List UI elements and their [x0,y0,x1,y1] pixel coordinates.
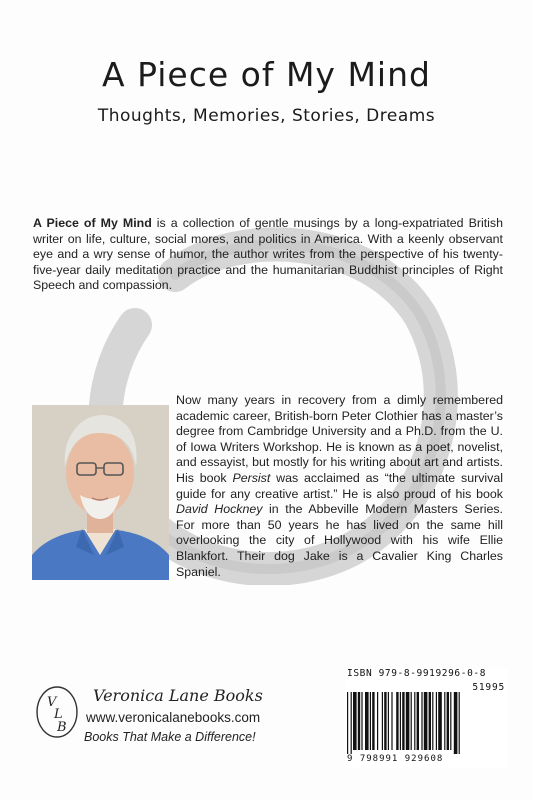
barcode-bar [432,692,433,750]
publisher-name: Veronica Lane Books [93,686,263,705]
book-blurb [33,216,503,294]
barcode-bar [429,692,431,750]
barcode-number: 9 798991 929608 [347,754,444,764]
barcode-bar [450,692,451,750]
barcode-bar [377,692,378,750]
barcode-bar [402,692,404,750]
bio-book-hockney: David Hockney [176,502,263,517]
barcode-bar [361,692,362,750]
publisher-block [34,680,304,770]
barcode-bar [372,692,374,750]
barcode-bars [345,692,507,754]
barcode-bar [444,692,445,750]
author-bio [176,393,503,580]
svg-text:L: L [54,707,63,722]
barcode-bar [424,692,428,750]
book-subtitle: Thoughts, Memories, Stories, Dreams [97,106,436,126]
barcode-bar [417,692,419,750]
barcode-bar [391,692,392,750]
barcode-bar [447,692,449,750]
barcode-bar [411,692,412,750]
isbn-label: ISBN 979-8-9919296-0-8 [347,668,487,679]
barcode-bar [454,692,458,754]
barcode-bar [459,692,460,754]
blurb-title: A Piece of My Mind [33,216,152,230]
vlb-logo-icon [34,684,80,740]
barcode-bar [382,692,383,750]
isbn-barcode [345,668,507,768]
barcode-bar [353,692,357,750]
bio-text-1: Now many years in recovery from a dimly remembered academic career, British-born Peter Clothier has a master’s degree from Cambridge University and a Ph.D. from the U. of Iowa Writers Workshop. He is known as a poet, novelist, and essayist, but mostly for his writing about art and artists. His book [176,393,503,485]
barcode-bar [421,692,422,750]
author-photo [32,405,169,580]
book-title: A Piece of My Mind [102,55,431,94]
barcode-bar [384,692,386,750]
price-code: 51995 [472,682,505,693]
publisher-tagline: Books That Make a Difference! [84,730,256,744]
blurb-text: is a collection of gentle musings by a long-expatriated British writer on life, culture, social mores, and politics in America. With a keenly observant eye and a wry sense of humor, the author writes from the perspective of his twenty-five-year daily meditation practice and the humanitarian Buddhist principles of Right Speech and compassion. [33,216,503,293]
svg-text:B: B [57,720,67,735]
barcode-bar [438,692,442,750]
bio-text-2: was acclaimed as “the ultimate survival guide for any creative artist.” He is also proud of his book [176,470,504,501]
bio-book-persist: Persist [232,470,271,485]
barcode-bar [365,692,369,750]
barcode-bar [400,692,401,750]
barcode-bar [358,692,360,750]
barcode-bar [388,692,389,750]
svg-text:V: V [47,695,57,710]
barcode-bar [436,692,437,750]
barcode-bar [406,692,410,750]
barcode-bar [347,692,348,754]
bio-text-3: in the Abbeville Modern Masters Series. For more than 50 years he has lived on the same hill overlooking the city of Hollywood with his wife Ellie Blankfort. Their dog Jake is a Cavalier King Charles Spaniel. [176,502,503,579]
barcode-bar [396,692,398,750]
barcode-bar [351,692,352,754]
barcode-bar [370,692,371,750]
publisher-url[interactable]: www.veronicalanebooks.com [86,710,261,725]
barcode-bar [414,692,415,750]
